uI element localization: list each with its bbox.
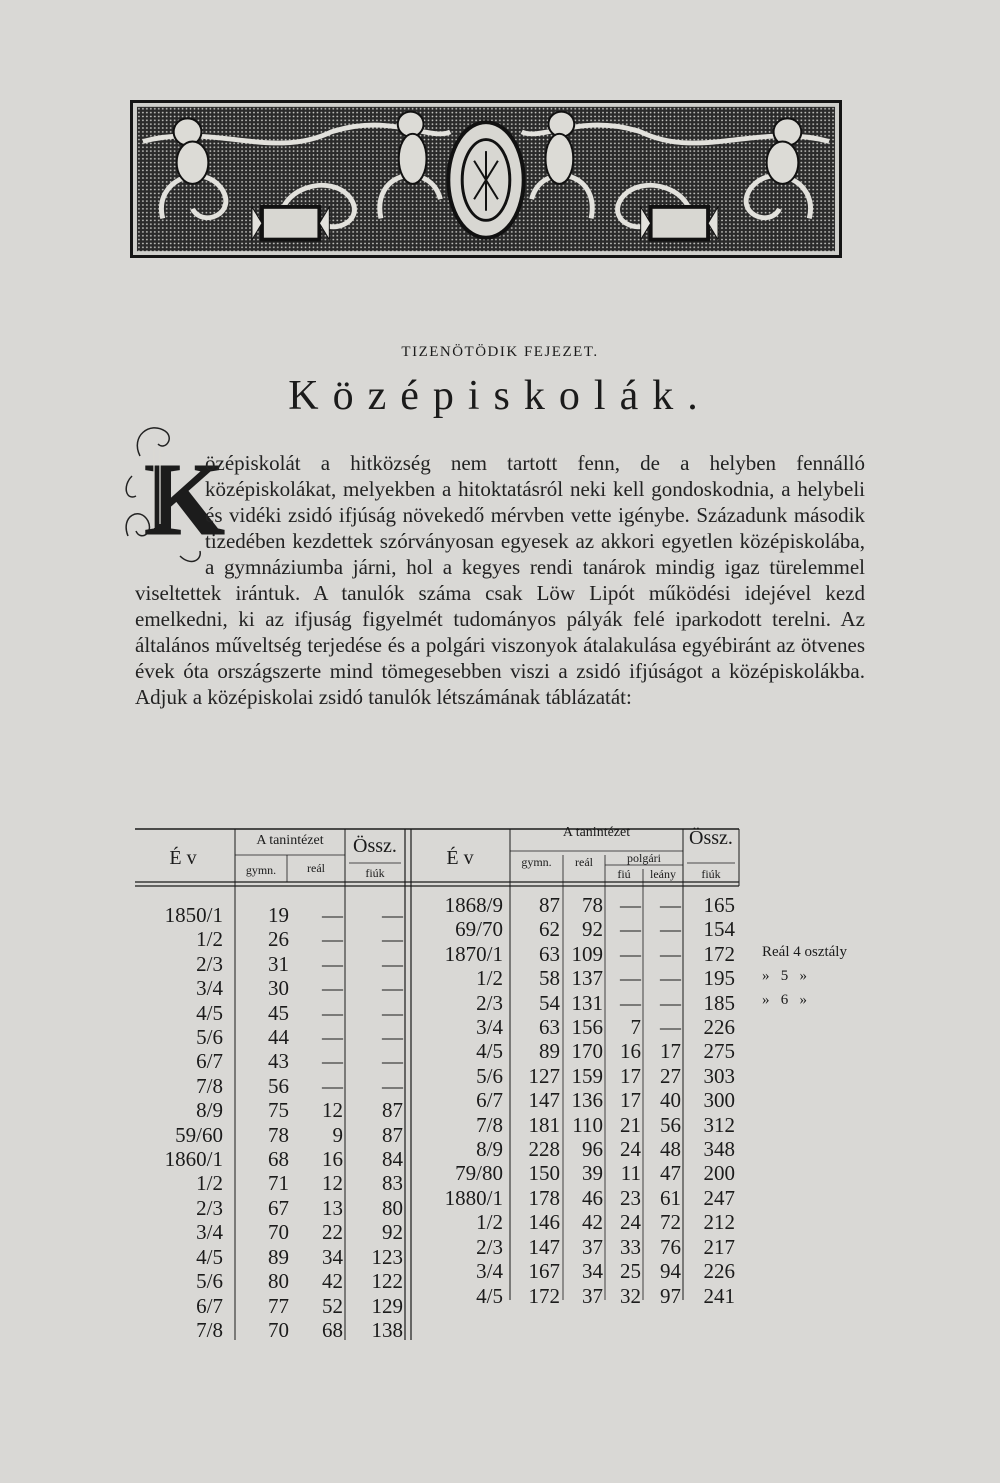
right-table-cell: 110	[572, 1112, 603, 1137]
left-table-cell: 68	[268, 1147, 289, 1172]
left-table-cell: —	[382, 1000, 403, 1025]
right-table-cell: 1870/1	[444, 941, 503, 966]
left-table-cell: 56	[268, 1073, 289, 1098]
right-table-cell: 7/8	[476, 1112, 503, 1137]
right-table-cell: 42	[582, 1210, 603, 1235]
left-col-gymn	[235, 903, 289, 1342]
right-table-cell: 1/2	[476, 1210, 503, 1235]
left-table-cell: 5/6	[196, 1025, 223, 1050]
right-table-cell: 72	[660, 1210, 681, 1235]
left-table-cell: 7/8	[196, 1317, 223, 1342]
left-table-cell: 122	[371, 1269, 403, 1294]
right-table-cell: —	[620, 893, 641, 917]
right-table-cell: 5/6	[476, 1063, 503, 1088]
left-table-cell: 70	[268, 1220, 289, 1245]
left-table-cell: 71	[268, 1171, 289, 1196]
right-table-cell: 1880/1	[444, 1185, 503, 1210]
left-table-cell: 52	[322, 1293, 343, 1318]
right-table-cell: 195	[703, 966, 735, 991]
right-table-cell: 1868/9	[444, 893, 503, 917]
left-table-cell: 138	[371, 1317, 403, 1342]
left-header-institution: A tanintézet	[256, 833, 324, 848]
left-table-cell: 12	[322, 1098, 343, 1123]
right-table-cell: 96	[582, 1137, 603, 1162]
right-table-cell: —	[620, 917, 641, 942]
right-table-cell: 76	[660, 1234, 681, 1259]
right-table-cell: 241	[703, 1283, 735, 1308]
left-table-cell: 31	[268, 951, 289, 976]
right-table-cell: 165	[703, 893, 735, 917]
left-table-cell: 26	[268, 927, 289, 952]
left-header-total: Össz.	[353, 835, 397, 857]
left-table-cell: 80	[382, 1195, 403, 1220]
right-header-polgari: polgári	[627, 851, 661, 865]
right-table-cell: 94	[660, 1259, 681, 1284]
left-table-cell: —	[322, 927, 343, 952]
left-header-year: É v	[169, 847, 197, 869]
ornamental-headpiece	[130, 100, 842, 258]
right-header-real: reál	[575, 855, 593, 869]
left-table-cell: 43	[268, 1049, 289, 1074]
left-table-cell: —	[322, 1073, 343, 1098]
left-col-year	[135, 903, 223, 1342]
left-table-cell: 92	[382, 1220, 403, 1245]
right-table-cell: 181	[528, 1112, 560, 1137]
left-header-gymn: gymn.	[245, 863, 277, 877]
right-table-cell: 4/5	[476, 1283, 503, 1308]
right-table-cell: 63	[539, 1015, 560, 1040]
left-table-cell: —	[382, 1025, 403, 1050]
left-table-cell: 1/2	[196, 1171, 223, 1196]
right-table-cell: 212	[703, 1210, 735, 1235]
left-header-real: reál	[307, 861, 325, 875]
left-table-cell: —	[382, 951, 403, 976]
right-table-cell: 300	[703, 1088, 735, 1113]
right-table-cell: 247	[703, 1185, 735, 1210]
left-table-cell: 4/5	[196, 1000, 223, 1025]
right-table-cell: 24	[620, 1210, 641, 1235]
left-table-cell: 84	[382, 1147, 403, 1172]
ornament-image	[133, 103, 839, 255]
right-table-cell: 2/3	[476, 990, 503, 1015]
right-table-cell: —	[660, 917, 681, 942]
right-header-leany: leány	[650, 867, 676, 881]
right-table-cell: 47	[660, 1161, 681, 1186]
right-table-cell: 34	[582, 1259, 603, 1284]
right-table-cell: —	[660, 1015, 681, 1040]
left-table-cell: 70	[268, 1317, 289, 1342]
left-table-cell: 6/7	[196, 1293, 223, 1318]
right-table-cell: 97	[660, 1283, 681, 1308]
right-table-cell: 23	[620, 1185, 641, 1210]
left-table-cell: 83	[382, 1171, 403, 1196]
left-table-cell: 78	[268, 1122, 289, 1147]
right-table-cell: 3/4	[476, 1259, 503, 1284]
right-col-real	[563, 893, 603, 1308]
right-table-cell: 78	[582, 893, 603, 917]
left-table-cell: —	[382, 1049, 403, 1074]
right-table-cell: 7	[630, 1015, 641, 1040]
right-table-cell: —	[660, 893, 681, 917]
right-table-cell: —	[660, 941, 681, 966]
left-table-cell: 87	[382, 1122, 403, 1147]
left-table-cell: 75	[268, 1098, 289, 1123]
page-title: Középiskolák.	[288, 373, 712, 419]
right-table-cell: 40	[660, 1088, 681, 1113]
right-table-cell: 17	[620, 1088, 641, 1113]
right-table-cell: 54	[539, 990, 560, 1015]
right-table-cell: 33	[620, 1234, 641, 1259]
right-table-cell: 127	[528, 1063, 560, 1088]
right-table-cell: 58	[539, 966, 560, 991]
right-table-cell: 48	[660, 1137, 681, 1162]
right-table-cell: 62	[539, 917, 560, 942]
right-header-boys: fiúk	[701, 867, 721, 881]
right-table-cell: 131	[571, 990, 603, 1015]
right-table-cell: 39	[582, 1161, 603, 1186]
right-table-cell: —	[660, 966, 681, 991]
left-table-cell: 87	[382, 1098, 403, 1123]
left-table-cell: —	[322, 903, 343, 927]
left-table-cell: —	[322, 976, 343, 1001]
left-table-cell: 12	[322, 1171, 343, 1196]
right-table-cell: 79/80	[455, 1161, 503, 1186]
right-table-cell: 109	[571, 941, 603, 966]
left-table-cell: 42	[322, 1269, 343, 1294]
right-table-cell: 56	[660, 1112, 681, 1137]
right-table-cell: —	[620, 990, 641, 1015]
left-table-cell: 30	[268, 976, 289, 1001]
right-table-cell: 217	[703, 1234, 735, 1259]
left-table-cell: —	[382, 903, 403, 927]
right-table-cell: 159	[571, 1063, 603, 1088]
right-table-cell: 27	[660, 1063, 681, 1088]
left-table-cell: 1860/1	[164, 1147, 223, 1172]
right-table-cell: 228	[528, 1137, 560, 1162]
right-table-cell: 87	[539, 893, 560, 917]
right-table-cell: 172	[703, 941, 735, 966]
right-header-institution: A tanintézet	[562, 825, 631, 840]
right-table-cell: 11	[620, 1161, 641, 1186]
initial-letter-text: K	[144, 442, 225, 557]
right-table-cell: 92	[582, 917, 603, 942]
side-note-line: » 6 »	[762, 992, 807, 1008]
left-table-cell: 34	[322, 1244, 343, 1269]
side-note-line: Reál 4 osztály	[762, 944, 847, 960]
right-col-total	[683, 893, 735, 1308]
right-table-cell: 170	[571, 1039, 603, 1064]
left-table-cell: 77	[268, 1293, 289, 1318]
right-table-cell: 348	[703, 1137, 735, 1162]
right-col-gymn	[510, 893, 560, 1308]
right-table-cell: 178	[528, 1185, 560, 1210]
right-table-cell: 2/3	[476, 1234, 503, 1259]
right-table-cell: 146	[528, 1210, 560, 1235]
right-table-cell: 167	[528, 1259, 560, 1284]
right-col-polg-leany	[643, 893, 681, 1308]
left-table-cell: 123	[371, 1244, 403, 1269]
left-table-cell: —	[382, 1073, 403, 1098]
right-table-cell: 25	[620, 1259, 641, 1284]
left-table-cell: 8/9	[196, 1098, 223, 1123]
right-table-cell: 312	[703, 1112, 735, 1137]
left-table-cell: 45	[268, 1000, 289, 1025]
right-table-cell: 24	[620, 1137, 641, 1162]
right-table-cell: 3/4	[476, 1015, 503, 1040]
left-table-cell: 3/4	[196, 1220, 223, 1245]
right-table-cell: 150	[528, 1161, 560, 1186]
left-table-cell: 68	[322, 1317, 343, 1342]
right-table-cell: 32	[620, 1283, 641, 1308]
left-table-cell: —	[322, 1025, 343, 1050]
left-header-boys: fiúk	[365, 866, 385, 880]
left-table-cell: —	[322, 1000, 343, 1025]
right-table-cell: 1/2	[476, 966, 503, 991]
right-table-cell: 17	[660, 1039, 681, 1064]
left-table-cell: 44	[268, 1025, 289, 1050]
right-table-cell: 21	[620, 1112, 641, 1137]
right-header-fiu: fiú	[617, 867, 631, 881]
left-table-cell: 13	[322, 1195, 343, 1220]
right-table-cell: 185	[703, 990, 735, 1015]
right-table-cell: 4/5	[476, 1039, 503, 1064]
left-table-cell: 2/3	[196, 951, 223, 976]
right-table-cell: 69/70	[455, 917, 503, 942]
left-table-cell: 1/2	[196, 927, 223, 952]
left-table-cell: —	[322, 1049, 343, 1074]
right-header-gymn: gymn.	[521, 855, 552, 869]
right-table-cell: 147	[528, 1088, 560, 1113]
right-table-cell: 6/7	[476, 1088, 503, 1113]
left-table-cell: 9	[332, 1122, 343, 1147]
right-table-cell: 172	[528, 1283, 560, 1308]
left-col-total	[345, 903, 403, 1342]
left-table-cell: —	[322, 951, 343, 976]
left-table-cell: 4/5	[196, 1244, 223, 1269]
left-table-cell: —	[382, 976, 403, 1001]
left-table-cell: 3/4	[196, 976, 223, 1001]
right-table-cell: 46	[582, 1185, 603, 1210]
right-table-cell: 8/9	[476, 1137, 503, 1162]
left-table-cell: 59/60	[175, 1122, 223, 1147]
left-table-cell: 22	[322, 1220, 343, 1245]
side-note-line: » 5 »	[762, 968, 807, 984]
side-note	[762, 940, 892, 1012]
right-table-cell: 61	[660, 1185, 681, 1210]
right-table-cell: 154	[703, 917, 735, 942]
right-table-cell: 226	[703, 1015, 735, 1040]
right-header-year: É v	[446, 847, 474, 869]
left-table-cell: 1850/1	[164, 903, 223, 927]
right-table-cell: 275	[703, 1039, 735, 1064]
left-table-cell: 67	[268, 1195, 289, 1220]
left-table-cell: 16	[322, 1147, 343, 1172]
right-table-cell: 37	[582, 1283, 603, 1308]
paragraph-text: özépiskolát a hitközség nem tartott fenn, de a helyben fennálló középiskolákat, melyekben a hitoktatásról neki kell gondoskodnia, a helybeli és vidéki zsidó ifjúság növekedő mérvben vette igénybe. Századunk második tizedében kezdettek szórványosan egyesek az akkori egyetlen középiskolába, a gymnáziumba járni, hol a kegyes rendi tanárok mindig igaz türelemmel viseltettek irántuk. A tanulók száma csak Löw Lipót működési idejével kezd emelkedni, ki az ifjuság figyelmét tudományos pályák felé iparkodott terelni. Az általános műveltség terjedése és a polgári viszonyok átalakulása egyébiránt az ötvenes évek óta országszerte mind tömegesebben viszi a zsidó ifjúságot a középiskolákba. Adjuk a középiskolai zsidó tanulók létszámának táblázatát:	[135, 451, 865, 709]
left-table-cell: 89	[268, 1244, 289, 1269]
right-table-cell: 226	[703, 1259, 735, 1284]
right-table-cell: 16	[620, 1039, 641, 1064]
right-table-cell: 136	[571, 1088, 603, 1113]
right-header-total: Össz.	[689, 827, 733, 849]
left-table-cell: 6/7	[196, 1049, 223, 1074]
right-table-cell: —	[660, 990, 681, 1015]
right-table-cell: —	[620, 966, 641, 991]
right-col-year	[415, 893, 503, 1308]
right-table-cell: 303	[703, 1063, 735, 1088]
left-table-cell: 80	[268, 1269, 289, 1294]
left-table-cell: 5/6	[196, 1269, 223, 1294]
right-col-polg-fiu	[605, 893, 641, 1308]
right-table-cell: 63	[539, 941, 560, 966]
right-table-cell: 147	[528, 1234, 560, 1259]
right-table-cell: 200	[703, 1161, 735, 1186]
left-table-cell: 129	[371, 1293, 403, 1318]
right-table-cell: 137	[571, 966, 603, 991]
left-table-cell: —	[382, 927, 403, 952]
right-table-cell: 156	[571, 1015, 603, 1040]
students-table	[135, 825, 745, 1345]
left-col-real	[287, 903, 343, 1342]
chapter-label: TIZENÖTÖDIK FEJEZET.	[401, 344, 599, 360]
left-table-cell: 2/3	[196, 1195, 223, 1220]
left-table-cell: 7/8	[196, 1073, 223, 1098]
right-table-cell: 89	[539, 1039, 560, 1064]
intro-paragraph	[135, 450, 865, 710]
right-table-cell: 17	[620, 1063, 641, 1088]
right-table-cell: 37	[582, 1234, 603, 1259]
left-table-cell: 19	[268, 903, 289, 927]
right-table-cell: —	[620, 941, 641, 966]
